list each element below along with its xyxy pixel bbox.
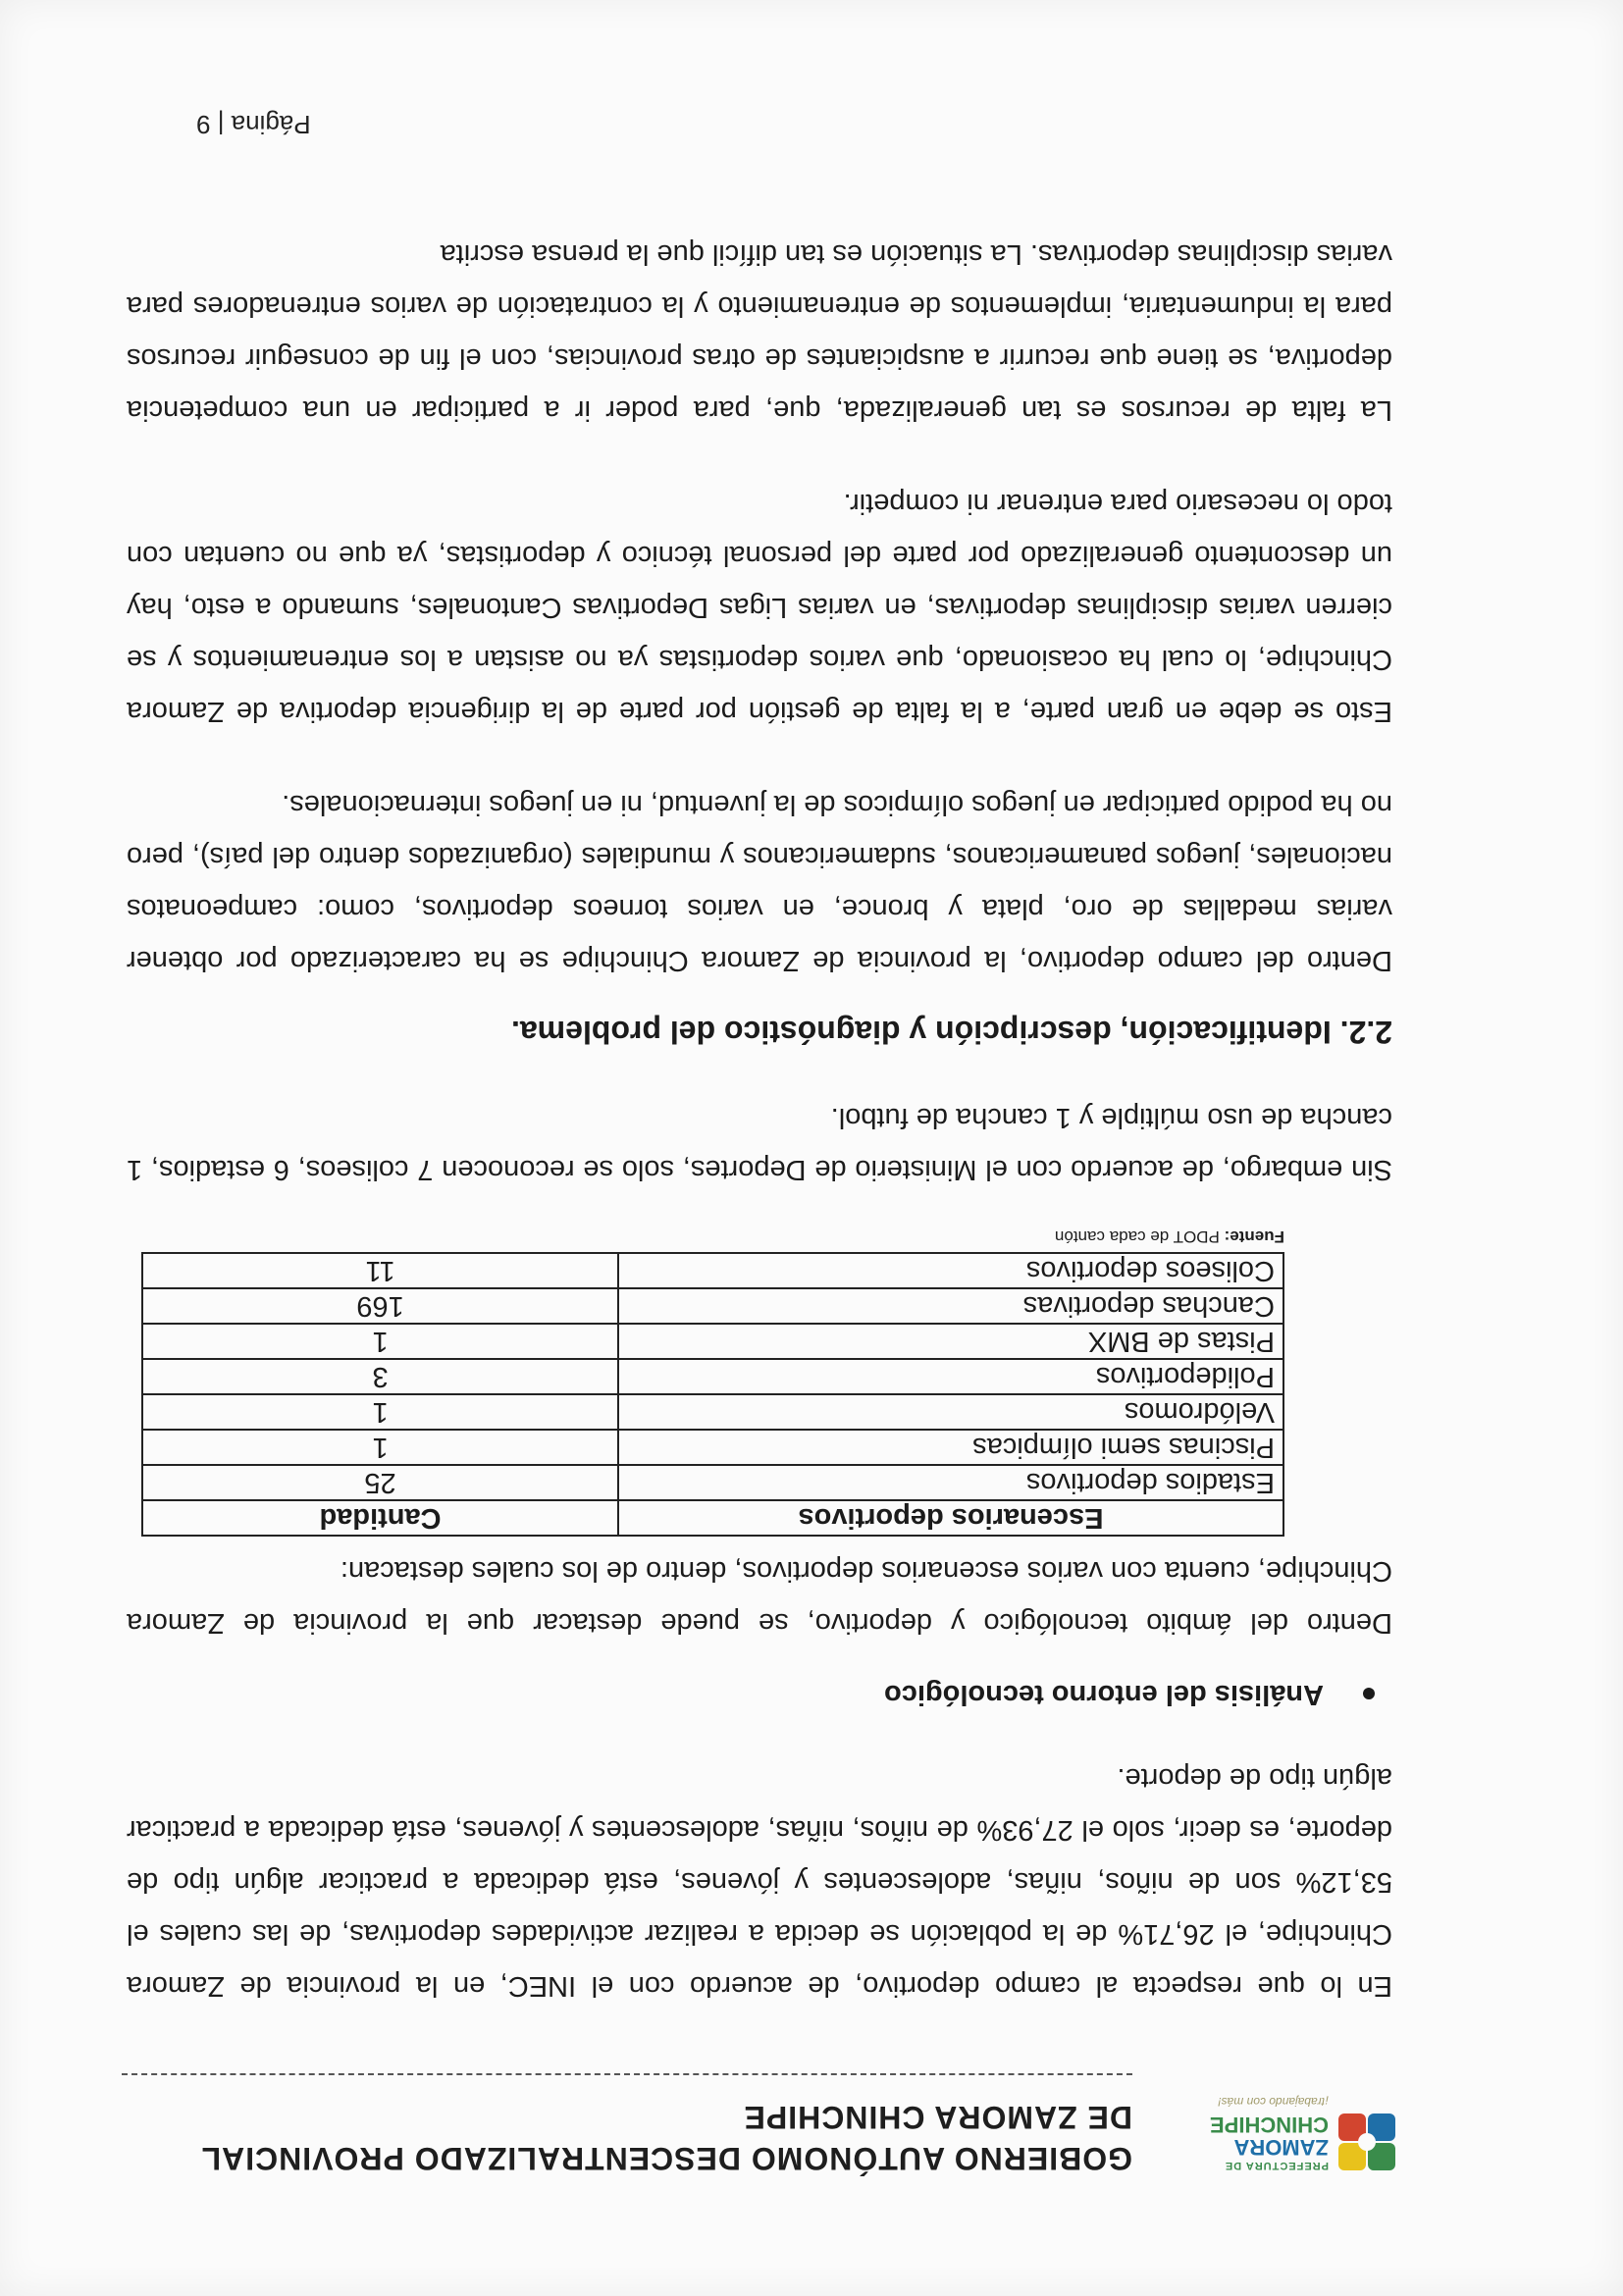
table-row — [142, 1324, 1283, 1359]
paragraph-technology: Dentro del ámbito tecnológico y deportivo, se puede destacar que la provincia de Zamora Chinchipe, cuenta con varios escenarios deportivos, dentro de los cuales destacan: — [127, 1555, 1392, 1639]
table-cell-venue: Piscinas semi olímpicas — [618, 1430, 1283, 1465]
logo-slogan: ¡trabajando con más! — [1218, 2095, 1329, 2110]
table-cell-venue: Velódromos — [618, 1394, 1283, 1430]
table-cell-quantity: 1 — [142, 1430, 618, 1465]
table-row — [142, 1430, 1283, 1465]
logo-line-1: PREFECTURA DE — [1224, 2160, 1329, 2171]
government-title — [201, 2097, 1132, 2178]
table-row — [142, 1288, 1283, 1324]
table-cell-venue: Canchas deportivas — [618, 1288, 1283, 1324]
paragraph-management: Esto se debe en gran parte, a la falta de gestión por parte de la dirigencia deportiva de Zamora Chinchipe, lo cual ha ocasionado, que varios deportistas ya no asistan a los entrenamientos y se cierren varias disciplinas deportivas, en varias Ligas Deportivas Cantonales, sumando a esto, hay un descontento generalizado por parte del personal técnico y deportistas, ya que no cuentan con todo lo necesario para entrenar ni competir. — [127, 488, 1392, 727]
table-cell-quantity: 1 — [142, 1324, 618, 1359]
table-source-note — [127, 1226, 1284, 1246]
table-cell-quantity: 169 — [142, 1288, 618, 1324]
table-row — [142, 1394, 1283, 1430]
bullet-icon — [1363, 1689, 1375, 1700]
prefectura-emblem-icon — [1336, 2112, 1397, 2172]
table-header-quantity: Cantidad — [142, 1500, 618, 1536]
source-label: Fuente: — [1224, 1227, 1284, 1246]
bullet-heading-text: Análisis del entorno tecnológico — [884, 1679, 1324, 1710]
section-heading-2-2: 2.2. Identificación, descripción y diagnóstico del problema. — [511, 1015, 1392, 1050]
page-header — [122, 2070, 1397, 2178]
government-title-line-1: GOBIERNO AUTÓNOMO DESCENTRALIZADO PROVINCIAL — [200, 2141, 1132, 2176]
table-cell-quantity: 25 — [142, 1465, 618, 1500]
paragraph-medals: Dentro del campo deportivo, la provincia de Zamora Chinchipe se ha caracterizado por obtener varias medallas de oro, plata y bronce, en varios torneos deportivos, como: campeonatos nacionales, juegos panamericanos, sudamericanos y mundiales (organizados dentro del país), pero no ha podido participar en juegos olímpicos de la juventud, ni en juegos internacionales. — [127, 789, 1392, 976]
logo-line-3: CHINCHIPE — [1209, 2113, 1329, 2138]
table-cell-venue: Polideportivos — [618, 1359, 1283, 1394]
table-cell-quantity: 1 — [142, 1394, 618, 1430]
table-cell-quantity: 3 — [142, 1359, 618, 1394]
table-row — [142, 1253, 1283, 1288]
paragraph-inec-statistics: En lo que respecta al campo deportivo, de acuerdo con el INEC, en la provincia de Zamora Chinchipe, el 26,71% de la población se decida a realizar actividades deportivas, de las cuales el 53,12% son de niños, niñas, adolescentes y jóvenes, está dedicada a practicar algún tipo de deporte, es decir, solo el 27,93% de niños, niñas, adolescentes y jóvenes, está dedicada a practicar algún tipo de deporte. — [127, 1762, 1392, 2002]
table-row — [142, 1359, 1283, 1394]
table-cell-venue: Pistas de BMX — [618, 1324, 1283, 1359]
table-cell-venue: Coliseos deportivos — [618, 1253, 1283, 1288]
table-row — [142, 1465, 1283, 1500]
page-body — [127, 186, 1392, 2011]
table-header-row — [142, 1500, 1283, 1536]
header-divider — [122, 2073, 1132, 2075]
paragraph-ministry: Sin embargo, de acuerdo con el Ministerio de Deportes, solo se reconocen 7 coliseos, 6 estadios, 1 cancha de uso múltiple y 1 cancha de futbol. — [127, 1102, 1392, 1185]
table-cell-venue: Estadios deportivos — [618, 1465, 1283, 1500]
page-number: Página | 9 — [196, 110, 311, 139]
sports-venues-table — [141, 1252, 1284, 1537]
logo-line-2: ZAMORA — [1233, 2135, 1329, 2161]
table-header-venues: Escenarios deportivos — [618, 1500, 1283, 1536]
source-text: PDOT de cada cantón — [1054, 1227, 1220, 1246]
government-title-line-2: DE ZAMORA CHINCHIPE — [743, 2100, 1132, 2136]
logo-wordmark — [1210, 2096, 1329, 2170]
bullet-heading — [127, 1678, 1392, 1710]
table-cell-quantity: 11 — [142, 1253, 618, 1288]
prefectura-logo — [1152, 2080, 1397, 2178]
paragraph-resources: La falta de recursos es tan generalizada, que, para poder ir a participar en una competencia deportiva, se tiene que recurrir a auspiciantes de otras provincias, con el fin de conseguir recursos para la indumentaria, implementos de entrenamiento y la contratación de varios entrenadores para varias disciplinas deportivas. La situación es tan difícil que la prensa escrita — [127, 238, 1392, 426]
